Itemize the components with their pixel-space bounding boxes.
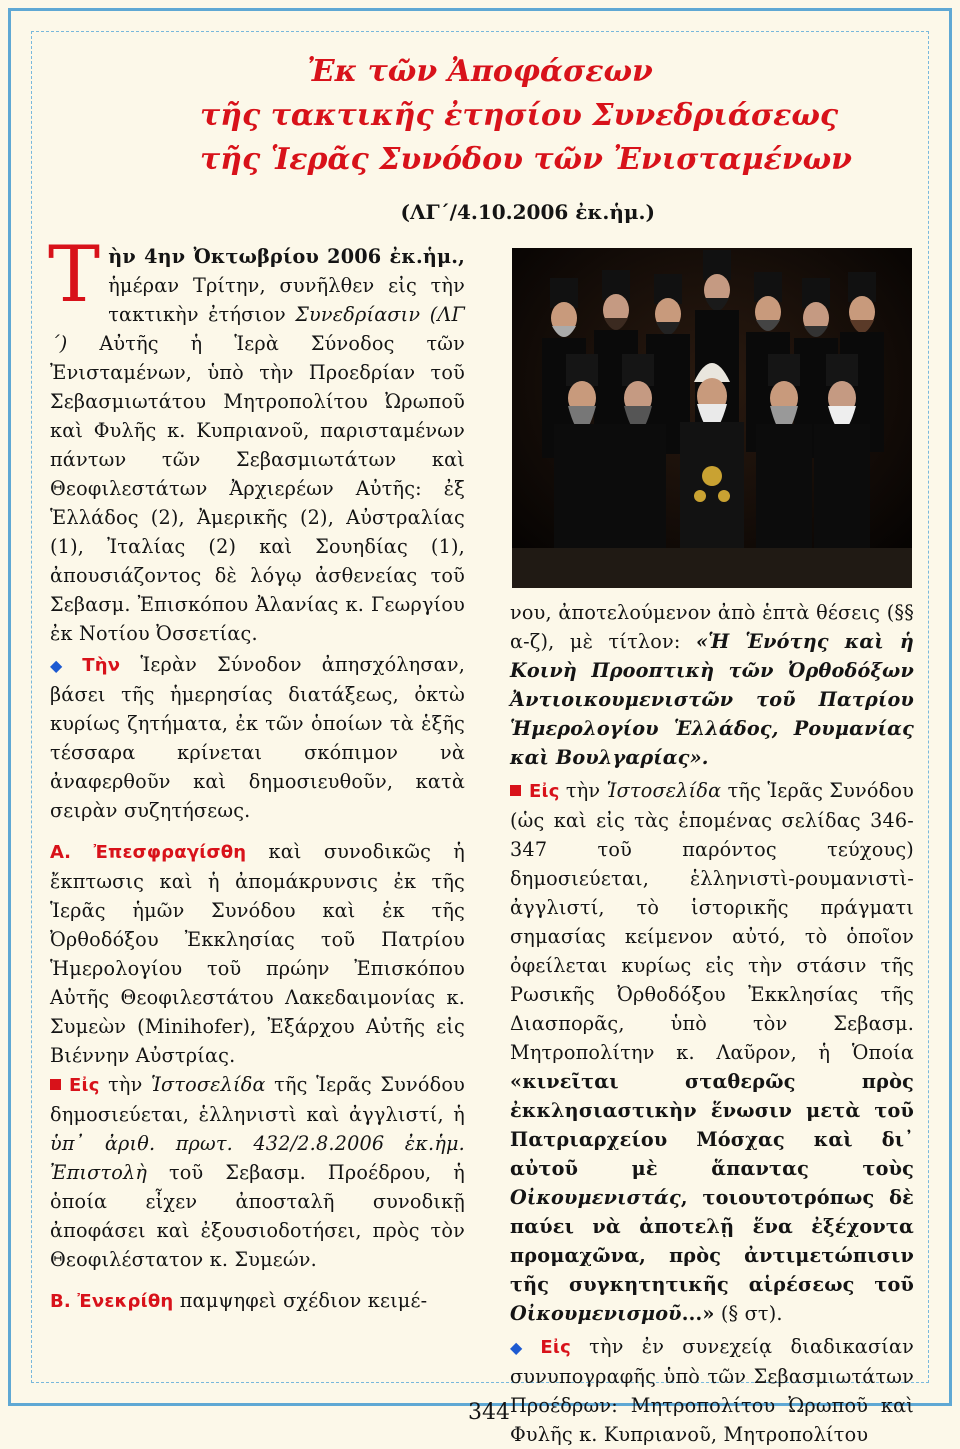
- paragraph-b: [50, 1286, 465, 1316]
- square-bullet-icon: [510, 785, 521, 796]
- drop-cap: Τ: [48, 230, 101, 320]
- website-text-3: τοῦ Σεβασμ. Προέδρου, ἡ ὁποία εἶχεν ἀποσταλῆ συνοδικῇ ἀποφάσει καὶ ἐξουσιοδοτήσει, πρὸς τὸν Θεοφιλέστατον κ. Συμεών.: [50, 1161, 465, 1271]
- right-website-italic: Ἱστοσελίδα: [606, 779, 722, 802]
- title-line-3: τῆς Ἱερᾶς Συνόδου τῶν Ἐνισταμένων: [200, 142, 852, 177]
- session-reference: (ΛΓ´/4.10.2006 ἐκ.ἡμ.): [400, 200, 655, 224]
- right-website-text-2: τῆς Ἱερᾶς Συνόδου (ὡς καὶ εἰς τὰς ἑπομένας σελίδας 346-347 τοῦ παρόντος τεύχους) δημοσιεύεται, ἑλληνιστὶ-ρουμανιστὶ-ἀγγλιστί, τὸ ἱστορικῆς πράγματι σημασίας κείμενον αὐτό, τὸ ὁποῖον ὀφείλεται κυρίως εἰς τὴν στάσιν τῆς Ρωσικῆς Ὀρθοδόξου Ἐκκλησίας τῆς Διασπορᾶς, ὑπὸ τὸν Σεβασμ. Μητροπολίτην κ. Λαῦρον, ἡ Ὁποία: [510, 779, 914, 1064]
- paragraph-agenda: [50, 650, 465, 825]
- quote-bold-2: , τοιουτοτρόπως δὲ παύει νὰ ἀποτελῇ ἕνα ἐξέχοντα προμαχῶνα, πρὸς ἀντιμετώπισιν τῆς συγκητητικῆς αἱρέσεως τοῦ: [510, 1186, 914, 1296]
- right-paragraph-text-title: [510, 598, 914, 772]
- quote-bolditalic-2: Οἰκουμενισμοῦ: [510, 1302, 682, 1325]
- diamond-bullet-icon: ◆: [50, 656, 77, 675]
- decision-b-lead: Β. Ἐνεκρίθη: [50, 1291, 174, 1312]
- quote-bold-1: «κινεῖται σταθερῶς πρὸς ἐκκλησιαστικὴν ἕνωσιν μετὰ τοῦ Πατριαρχείου Μόσχας καὶ δι᾽ αὐτοῦ μὲ ἅπαντας τοὺς: [510, 1070, 914, 1180]
- right-website-lead: Εἰς: [529, 781, 560, 802]
- intro-session: Συνεδρίασιν (ΛΓ´): [50, 303, 465, 355]
- clergy-photo-illustration: [512, 248, 912, 588]
- paragraph-website-letter: [50, 1070, 465, 1274]
- signing-lead: Εἰς: [540, 1337, 571, 1358]
- right-paragraph-signing: [510, 1332, 914, 1449]
- title-line-1: Ἐκ τῶν Ἀποφάσεων: [307, 54, 653, 89]
- quote-bolditalic-1: Οἰκουμενιστάς: [510, 1186, 681, 1209]
- right-website-text-3: (§ στ).: [714, 1302, 783, 1325]
- website-italic-1: Ἱστοσελίδα: [150, 1073, 266, 1096]
- intro-date: ὴν 4ην Ὀκτωβρίου 2006 ἐκ.ἡμ.,: [108, 245, 465, 268]
- text-title-intro: νου, ἀποτελούμενον ἀπὸ ἑπτὰ θέσεις (§§ α-ζ), μὲ τίτλον:: [510, 601, 914, 653]
- intro-text-1: ἡμέραν Τρίτην, συνῆλθεν εἰς τὴν τακτικὴν ἐτήσιον: [108, 274, 465, 326]
- quote-bold-3: ...»: [681, 1302, 715, 1325]
- article-title: [200, 50, 852, 182]
- decision-a-text: καὶ συνοδικῶς ἡ ἔκπτωσις καὶ ἡ ἀπομάκρυνσις ἐκ τῆς Ἱερᾶς ἡμῶν Συνόδου καὶ ἐκ τῆς Ὀρθοδόξου Ἐκκλησίας τοῦ Πατρίου Ἡμερολογίου τοῦ πρώην Ἐπισκόπου Αὐτῆς Θεοφιλεστάτου Λακεδαιμονίας κ. Συμεὼν (Minihofer), Ἐξάρχου Αὐτῆς εἰς Βιέννην Αὐστρίας.: [50, 840, 465, 1067]
- agenda-lead: Τὴν: [82, 655, 121, 676]
- decision-a-lead: Α. Ἐπεσφραγίσθη: [50, 842, 247, 863]
- website-text-1: τὴν: [99, 1073, 151, 1096]
- title-line-2: τῆς τακτικῆς ἐτησίου Συνεδριάσεως: [200, 98, 839, 133]
- square-bullet-icon: [50, 1079, 61, 1090]
- website-text-2: τῆς Ἱερᾶς Συνόδου δημοσιεύεται, ἑλληνιστὶ καὶ ἀγγλιστί, ἡ: [50, 1073, 465, 1126]
- agenda-text: Ἱερὰν Σύνοδον ἀπησχόλησαν, βάσει τῆς ἡμερησίας διατάξεως, ὀκτὼ κυρίως ζητήματα, ἐκ τῶν ὁποίων τὰ ἑξῆς τέσσαρα κρίνεται σκόπιμον νὰ ἀναφερθοῦν καὶ δημοσιευθοῦν, κατὰ σειρὰν συζητήσεως.: [50, 653, 465, 822]
- right-website-text-1: τὴν: [559, 779, 607, 802]
- synod-group-photo: [512, 248, 912, 588]
- website-lead: Εἰς: [69, 1075, 100, 1096]
- letter-reference: ὑπ᾽ ἀριθ. πρωτ. 432/2.8.2006 ἐκ.ἡμ. Ἐπιστολὴ: [50, 1132, 465, 1184]
- intro-paragraph: [48, 230, 465, 648]
- diamond-bullet-icon: ◆: [510, 1338, 535, 1357]
- right-column: [510, 598, 914, 1449]
- document-title: «Ἡ Ἑνότης καὶ ἡ Κοινὴ Προοπτικὴ τῶν Ὀρθοδόξων Ἀντιοικουμενιστῶν τοῦ Πατρίου Ἡμερολογίου Ἑλλάδος, Ρουμανίας καὶ Βουλγαρίας».: [510, 630, 915, 769]
- left-column: [48, 230, 465, 1316]
- signing-text: τὴν ἐν συνεχείᾳ διαδικασίαν συνυπογραφῆς ὑπὸ τῶν Σεβασμιωτάτων Προέδρων: Μητροπολίτου Ὠρωποῦ καὶ Φυλῆς κ. Κυπριανοῦ, Μητροπολίτου: [510, 1335, 914, 1446]
- right-paragraph-website: [510, 776, 914, 1328]
- intro-text-2: Αὐτῆς ἡ Ἱερὰ Σύνοδος τῶν Ἐνισταμένων, ὑπὸ τὴν Προεδρίαν τοῦ Σεβασμιωτάτου Μητροπολίτου Ὠρωποῦ καὶ Φυλῆς κ. Κυπριανοῦ, παρισταμένων πάντων τῶν Σεβασμιωτάτων καὶ Θεοφιλεστάτων Ἀρχιερέων Αὐτῆς: ἐξ Ἑλλάδος (2), Ἀμερικῆς (2), Αὐστραλίας (1), Ἰταλίας (2) καὶ Σουηδίας (1), ἀπουσιάζοντος δὲ λόγῳ ἀσθενείας τοῦ Σεβασμ. Ἐπισκόπου Ἀλανίας κ. Γεωργίου ἐκ Νοτίου Ὀσσετίας.: [50, 332, 465, 645]
- decision-b-text: παμψηφεὶ σχέδιον κειμέ-: [173, 1289, 428, 1312]
- page-number: 344: [468, 1400, 510, 1425]
- paragraph-a: [50, 837, 465, 1070]
